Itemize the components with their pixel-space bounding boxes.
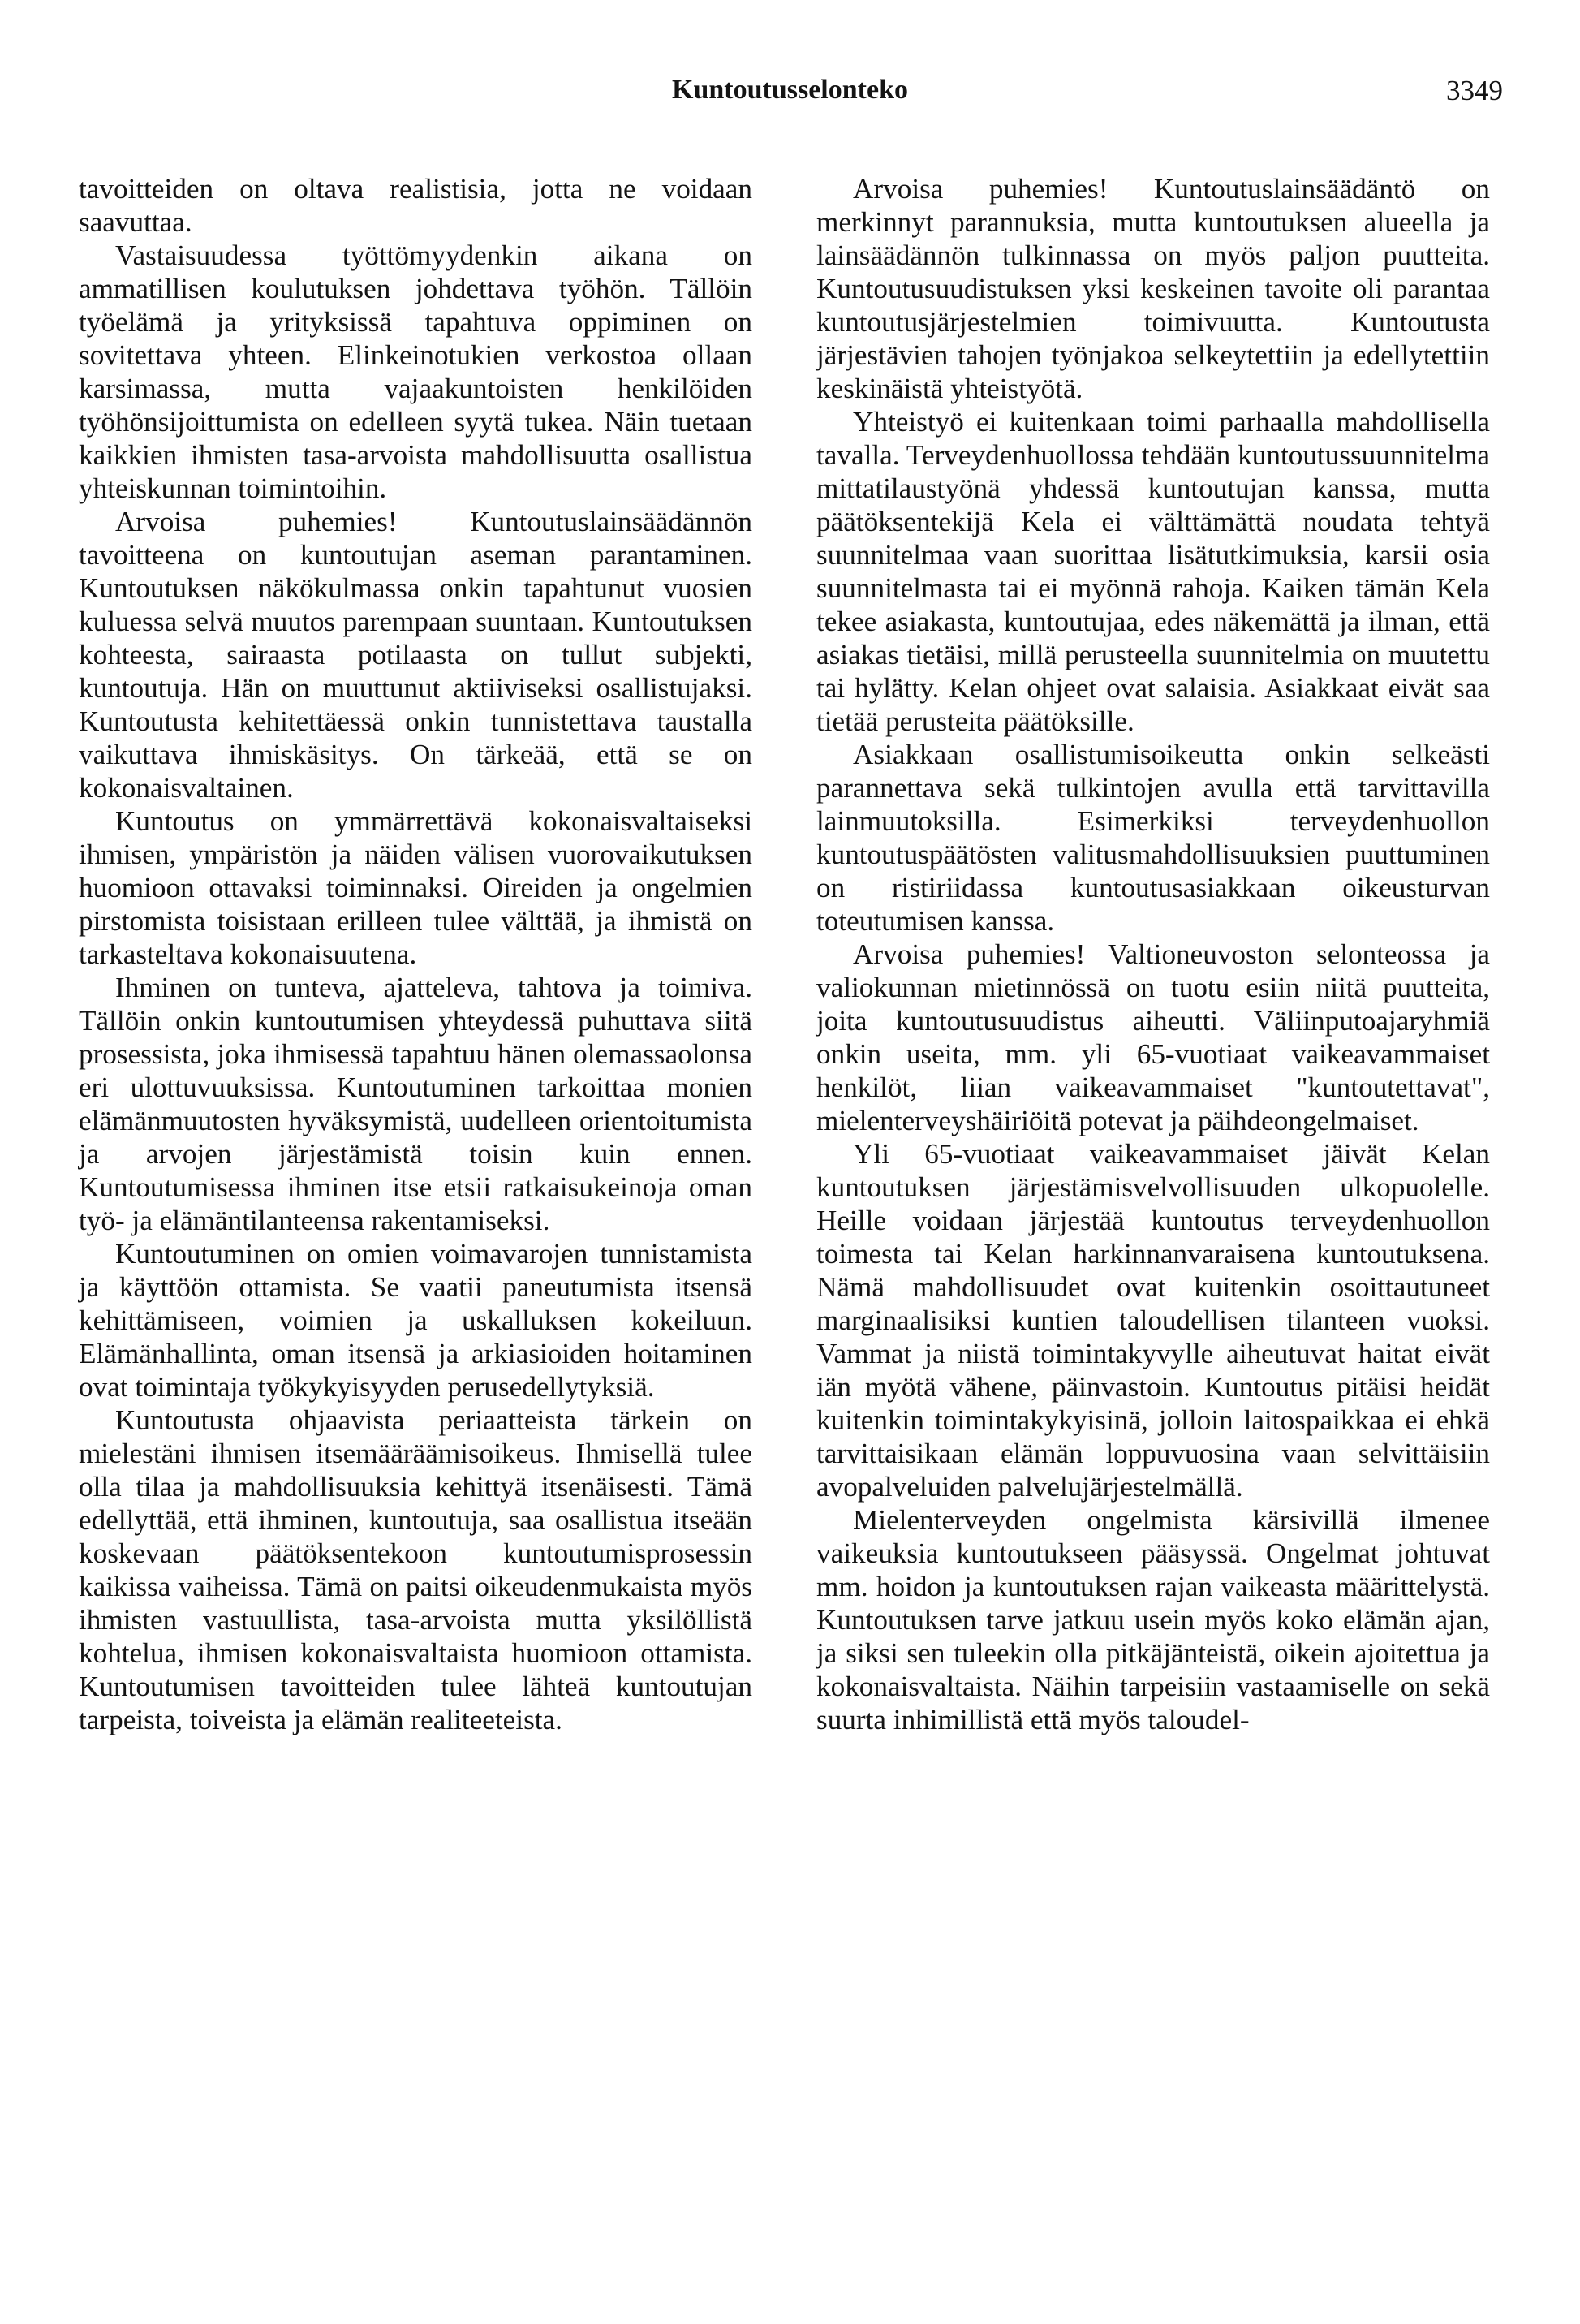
left-column xyxy=(79,172,752,1736)
paragraph: Yli 65-vuotiaat vaikeavammaiset jäivät Kelan kuntoutuksen järjestämisvelvollisuuden ulkopuolelle. Heille voidaan järjestää kuntoutus terveydenhuollon toimesta tai Kelan harkinnanvaraisena kuntoutuksena. Nämä mahdollisuudet ovat kuitenkin osoittautuneet marginaalisiksi kuntien taloudellisen tilanteen vuoksi. Vammat ja niistä toimintakyvylle aiheutuvat haitat eivät iän myötä vähene, päinvastoin. Kuntoutus pitäisi heidät kuitenkin toimintakykyisinä, jolloin laitospaikkaa ei ehkä tarvittaisikaan elämän loppuvuosina vaan selvittäisiin avopalveluiden palvelujärjestelmällä. xyxy=(816,1138,1490,1503)
paragraph: Arvoisa puhemies! Kuntoutuslainsäädännön tavoitteena on kuntoutujan aseman parantaminen. Kuntoutuksen näkökulmassa onkin tapahtunut vuosien kuluessa selvä muutos parempaan suuntaan. Kuntoutuksen kohteesta, sairaasta potilaasta on tullut subjekti, kuntoutuja. Hän on muuttunut aktiiviseksi osallistujaksi. Kuntoutusta kehitettäessä onkin tunnistettava taustalla vaikuttava ihmiskäsitys. On tärkeää, että se on kokonaisvaltainen. xyxy=(79,506,752,804)
paragraph: Asiakkaan osallistumisoikeutta onkin selkeästi parannettava sekä tulkintojen avulla että tarvittavilla lainmuutoksilla. Esimerkiksi terveydenhuollon kuntoutuspäätösten valitusmahdollisuuksien puuttuminen on ristiriidassa kuntoutusasiakkaan oikeusturvan toteutumisen kanssa. xyxy=(816,739,1490,937)
paragraph: Arvoisa puhemies! Kuntoutuslainsäädäntö on merkinnyt parannuksia, mutta kuntoutuksen alueella ja lainsäädännön tulkinnassa on myös paljon puutteita. Kuntoutusuudistuksen yksi keskeinen tavoite oli parantaa kuntoutusjärjestelmien toimivuutta. Kuntoutusta järjestävien tahojen työnjakoa selkeytettiin ja edellytettiin keskinäistä yhteistyötä. xyxy=(816,173,1490,404)
paragraph: Arvoisa puhemies! Valtioneuvoston selonteossa ja valiokunnan mietinnössä on tuotu esiin niitä puutteita, joita kuntoutusuudistus aiheutti. Väliinputoajaryhmiä onkin useita, mm. yli 65-vuotiaat vaikeavammaiset henkilöt, liian vaikeavammaiset "kuntoutettavat", mielenterveyshäiriöitä potevat ja päihdeongelmaiset. xyxy=(816,938,1490,1136)
paragraph: Kuntoutusta ohjaavista periaatteista tärkein on mielestäni ihmisen itsemääräämisoikeus. Ihmisellä tulee olla tilaa ja mahdollisuuksia kehittyä itsenäisesti. Tämä edellyttää, että ihminen, kuntoutuja, saa osallistua itseään koskevaan päätöksentekoon kuntoutumisprosessin kaikissa vaiheissa. Tämä on paitsi oikeudenmukaista myös ihmisten vastuullista, tasa-arvoista mutta yksilöllistä kohtelua, ihmisen kokonaisvaltaista huomioon ottamista. Kuntoutumisen tavoitteiden tulee lähteä kuntoutujan tarpeista, toiveista ja elämän realiteeteista. xyxy=(79,1404,752,1735)
paragraph: tavoitteiden on oltava realistisia, jotta ne voidaan saavuttaa. xyxy=(79,173,752,238)
paragraph: Kuntoutuminen on omien voimavarojen tunnistamista ja käyttöön ottamista. Se vaatii paneutumista itsensä kehittämiseen, voimien ja uskalluksen kokeiluun. Elämänhallinta, oman itsensä ja arkiasioiden hoitaminen ovat toimintaja työkykyisyyden perusedellytyksiä. xyxy=(79,1238,752,1403)
paragraph: Mielenterveyden ongelmista kärsivillä ilmenee vaikeuksia kuntoutukseen pääsyssä. Ongelmat johtuvat mm. hoidon ja kuntoutuksen rajan vaikeasta määrittelystä. Kuntoutuksen tarve jatkuu usein myös koko elämän ajan, ja siksi sen tuleekin olla pitkäjänteistä, oikein ajoitettua ja kokonaisvaltaista. Näihin tarpeisiin vastaamiselle on sekä suurta inhimillistä että myös taloudel- xyxy=(816,1504,1490,1735)
page-number: 3349 xyxy=(1446,75,1503,106)
paragraph: Kuntoutus on ymmärrettävä kokonaisvaltaiseksi ihmisen, ympäristön ja näiden välisen vuorovaikutuksen huomioon ottavaksi toiminnaksi. Oireiden ja ongelmien pirstomista toisistaan erilleen tulee välttää, ja ihmistä on tarkasteltava kokonaisuutena. xyxy=(79,805,752,970)
running-header xyxy=(0,75,1580,107)
right-column xyxy=(816,172,1490,1736)
paragraph: Vastaisuudessa työttömyydenkin aikana on ammatillisen koulutuksen johdettava työhön. Tällöin työelämä ja yrityksissä tapahtuva oppiminen on sovitettava yhteen. Elinkeinotukien verkostoa ollaan karsimassa, mutta vajaakuntoisten henkilöiden työhönsijoittumista on edelleen syytä tukea. Näin tuetaan kaikkien ihmisten tasa-arvoista mahdollisuutta osallistua yhteiskunnan toimintoihin. xyxy=(79,239,752,504)
paragraph: Ihminen on tunteva, ajatteleva, tahtova ja toimiva. Tällöin onkin kuntoutumisen yhteydessä puhuttava siitä prosessista, joka ihmisessä tapahtuu hänen olemassaolonsa eri ulottuvuuksissa. Kuntoutuminen tarkoittaa monien elämänmuutosten hyväksymistä, uudelleen orientoitumista ja arvojen järjestämistä toisin kuin ennen. Kuntoutumisessa ihminen itse etsii ratkaisukeinoja oman työ- ja elämäntilanteensa rakentamiseksi. xyxy=(79,972,752,1236)
paragraph: Yhteistyö ei kuitenkaan toimi parhaalla mahdollisella tavalla. Terveydenhuollossa tehdään kuntoutussuunnitelma mittatilaustyönä yhdessä kuntoutujan kanssa, mutta päätöksentekijä Kela ei välttämättä noudata tehtyä suunnitelmaa vaan suorittaa lisätutkimuksia, karsii osia suunnitelmasta tai ei myönnä rahoja. Kaiken tämän Kela tekee asiakasta, kuntoutujaa, edes näkemättä ja ilman, että asiakas tietäisi, millä perusteella suunnitelmia on muutettu tai hylätty. Kelan ohjeet ovat salaisia. Asiakkaat eivät saa tietää perusteita päätöksille. xyxy=(816,406,1490,737)
running-title: Kuntoutusselonteko xyxy=(672,75,908,105)
